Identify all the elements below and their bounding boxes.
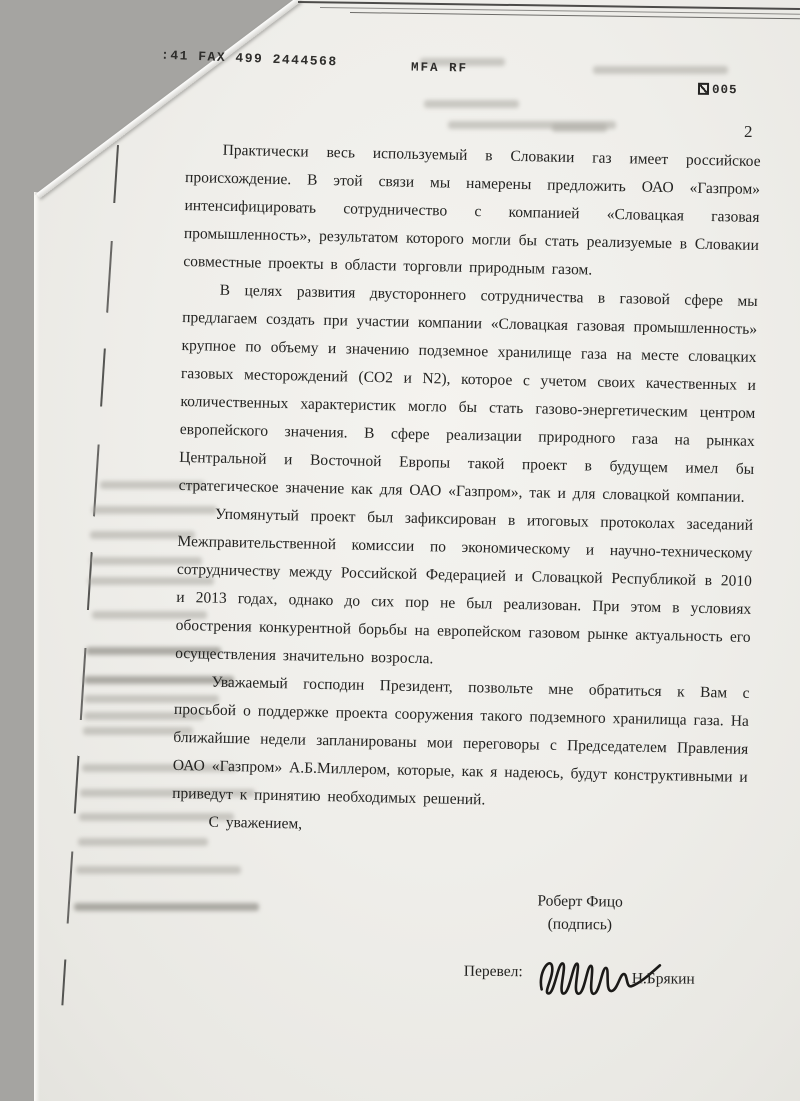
signature-note: (подпись) [547,915,613,934]
paragraph: В целях развития двустороннего сотрудничества в газовой сфере мы предлагаем создать при участии компании «Словацкая газовая промышленность» крупное по объему и значению подземное хранилище газа на месте словацких газовых месторождений (CO2 и N2), которое с учетом своих качественных и количественных характеристик могло бы стать газово-энергетическим центром европейского значения. В сфере реализации природного газа на рынках Центральной и Восточной Европы такой проект в будущем имел бы стратегическое значение как для ОАО «Газпром», так и для словацкой компании. [178,281,758,506]
page-number: 2 [744,122,753,141]
fax-counter-value: 005 [711,82,738,98]
translator-label: Перевел: [463,962,523,981]
translator-name: Н.Брякин [631,970,695,988]
signature-block [505,889,656,937]
paper-left-edge [34,192,40,1101]
fax-header-station: MFA RF [410,60,469,76]
signer-name: Роберт Фицо [537,892,623,911]
closing-line: С уважением, [208,813,303,833]
fax-counter-icon [698,83,709,95]
paragraph: Упомянутый проект был зафиксирован в итоговых протоколах заседаний Межправительственной комиссии по экономическому и научно-техническому сотрудничеству между Российской Федерацией и Словацкой Республикой в 2010 и 2013 годах, однако до сих пор не был реализован. При этом в условиях обострения конкурентной борьбы на европейском газовом рынке актуальность его осуществления значительно возросла. [174,505,754,668]
letter-body [171,136,761,848]
paragraph: Практически весь используемый в Словакии газ имеет российское происхождение. В этой связи мы намерены предложить ОАО «Газпром» интенсифицировать сотрудничество с компанией «Словацкая газовая промышленность», результатом которого могли бы стать реализуемые в Словакии совместные проекты в области торговли природным газом. [183,141,761,279]
paragraph: Уважаемый господин Президент, позвольте мне обратиться к Вам с просьбой о поддержке проекта сооружения такого подземного хранилища газа. На ближайшие недели запланированы мои переговоры с Председателем Правления ОАО «Газпром» А.Б.Миллером, которые, как я надеюсь, будут конструктивными и приведут к принятию необходимых решений. [172,673,750,809]
fax-header-number: :41 FAX 499 2444568 [160,47,338,70]
fax-page-counter [698,83,738,97]
